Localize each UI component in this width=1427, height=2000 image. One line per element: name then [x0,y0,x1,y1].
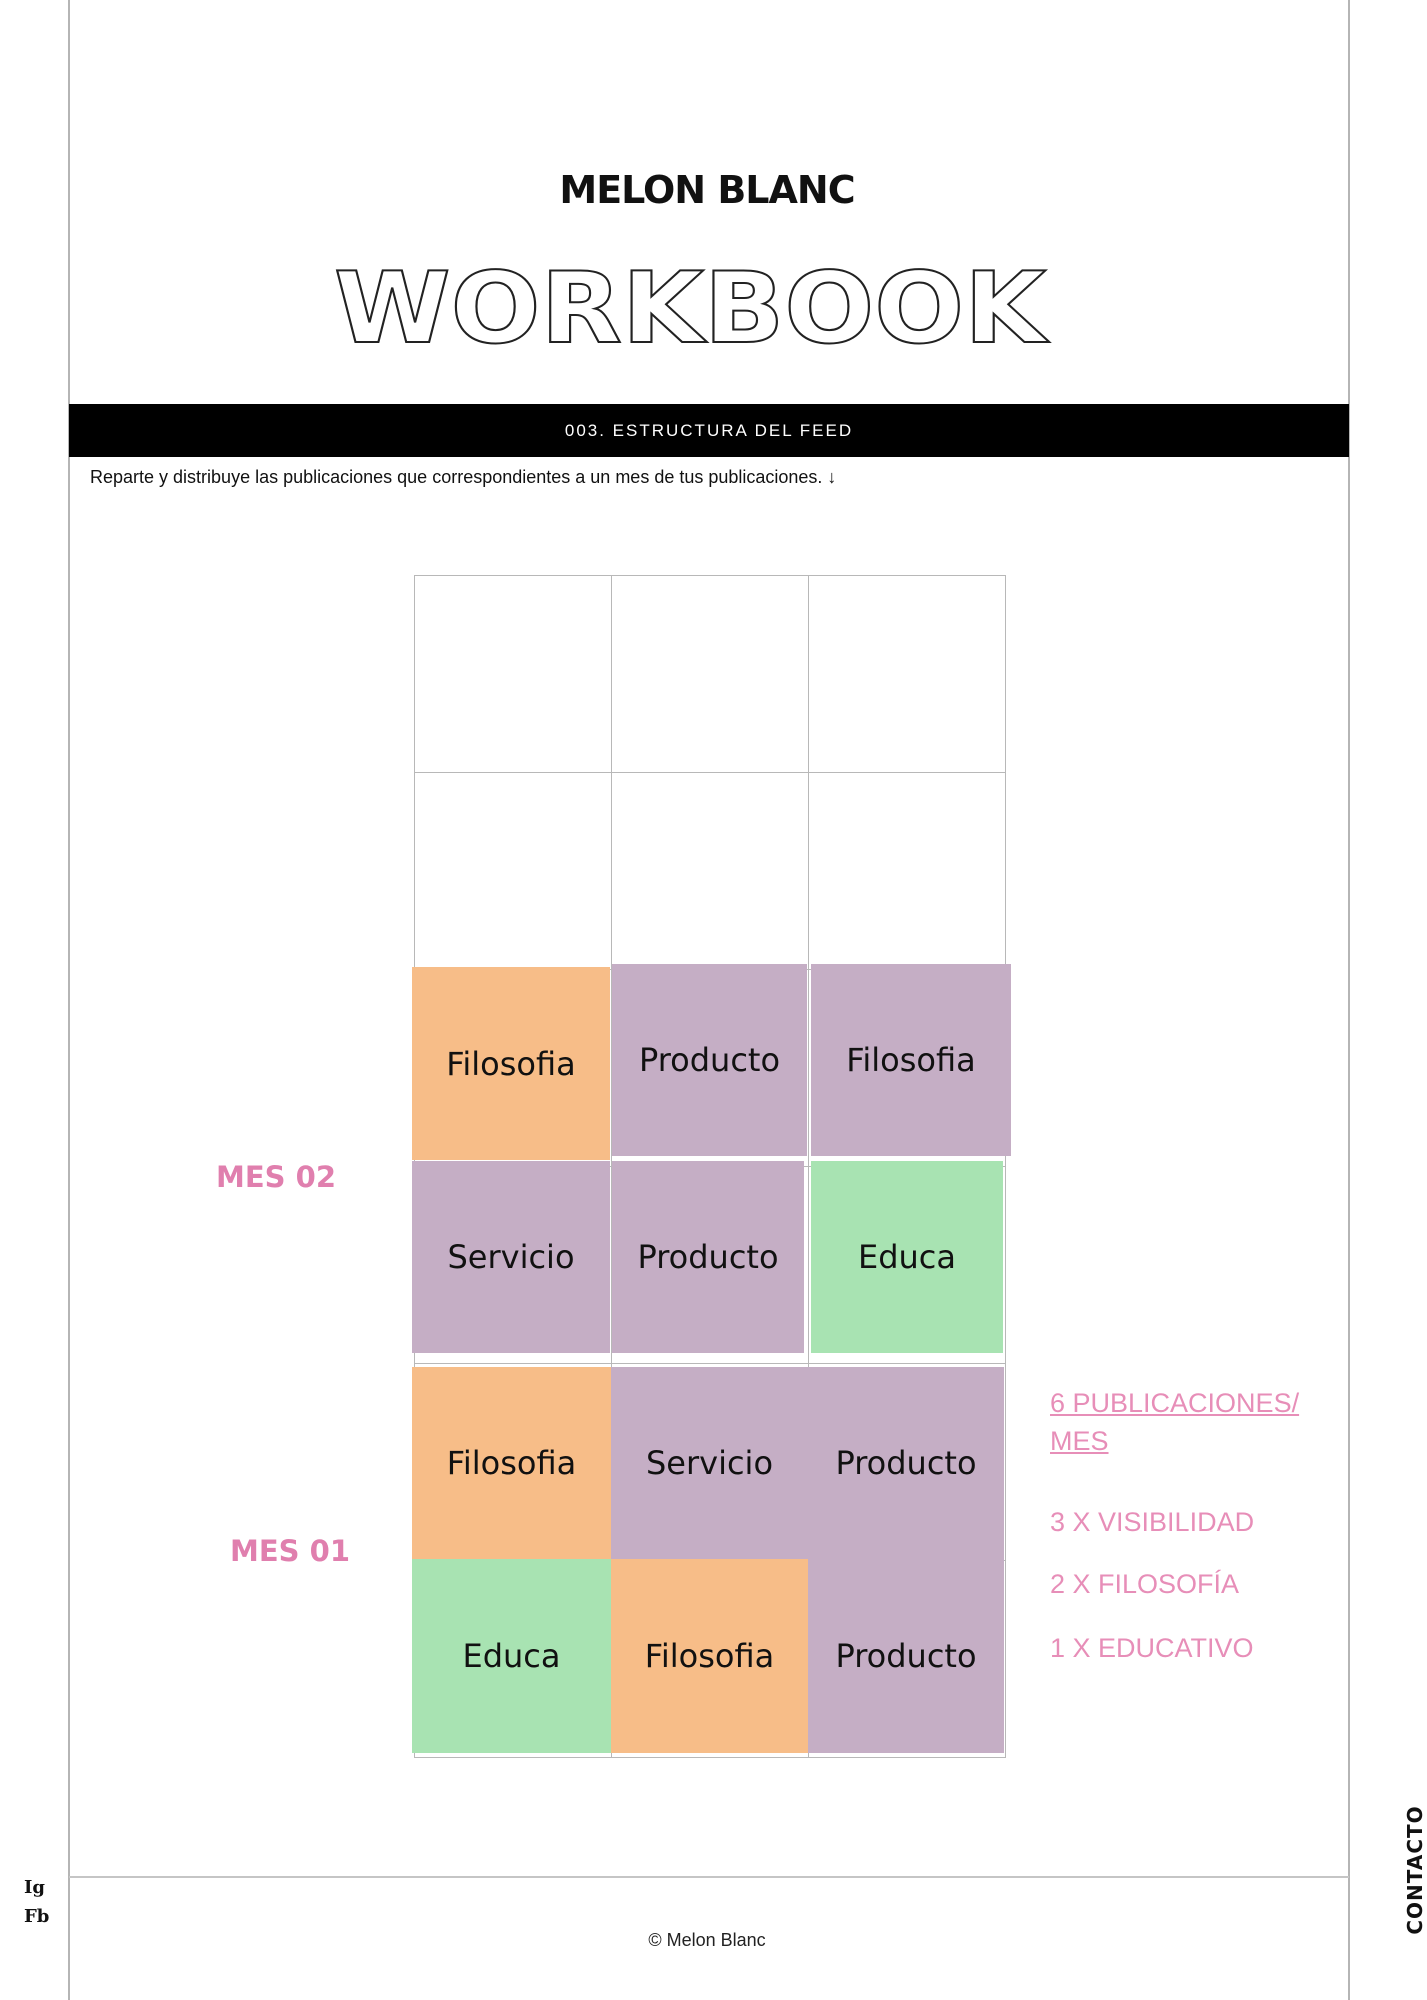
legend-title: 6 PUBLICACIONES/ MES [1050,1388,1300,1456]
grid-cell[interactable] [808,772,1006,970]
post-tile[interactable]: Producto [808,1367,1004,1559]
brand-name: MELON BLANC [559,168,855,212]
right-margin-line [1348,0,1350,2000]
post-tile[interactable]: Filosofia [611,1559,808,1753]
post-tile[interactable]: Filosofia [811,964,1011,1156]
post-tile[interactable]: Servicio [412,1161,610,1353]
post-tile[interactable]: Producto [612,1161,804,1353]
month-label-mes-02: MES 02 [216,1160,337,1194]
post-tile[interactable]: Filosofia [412,967,610,1160]
month-label-mes-01: MES 01 [230,1534,351,1568]
contact-link[interactable]: CONTACTO [1403,1805,1427,1935]
legend-item: 1 X EDUCATIVO [1050,1633,1254,1663]
grid-cell[interactable] [611,575,809,773]
grid-cell[interactable] [611,772,809,970]
post-tile[interactable]: Educa [412,1559,611,1753]
post-tile[interactable]: Educa [811,1161,1003,1353]
legend-item: 3 X VISIBILIDAD [1050,1507,1255,1537]
post-tile[interactable]: Producto [808,1559,1004,1753]
section-banner [69,404,1349,457]
copyright-text: © Melon Blanc [648,1930,766,1950]
post-tile[interactable]: Producto [612,964,807,1156]
grid-cell[interactable] [414,575,612,773]
svg-text:WORKBOOK: WORKBOOK [334,252,1050,366]
workbook-title [330,252,1050,366]
section-banner-text: 003. ESTRUCTURA DEL FEED [564,421,854,440]
grid-cell[interactable] [414,772,612,970]
left-margin-line [68,0,70,2000]
grid-cell[interactable] [808,575,1006,773]
facebook-link[interactable]: Fb [24,1906,50,1927]
instagram-link[interactable]: Ig [24,1877,46,1898]
instruction-text: Reparte y distribuye las publicaciones que correspondientes a un mes de tus publicaciones. ↓ [90,467,837,487]
post-tile[interactable]: Filosofia [412,1367,611,1559]
post-tile[interactable]: Servicio [611,1367,808,1559]
footer-divider [69,1876,1349,1878]
legend-item: 2 X FILOSOFÍA [1050,1569,1240,1599]
